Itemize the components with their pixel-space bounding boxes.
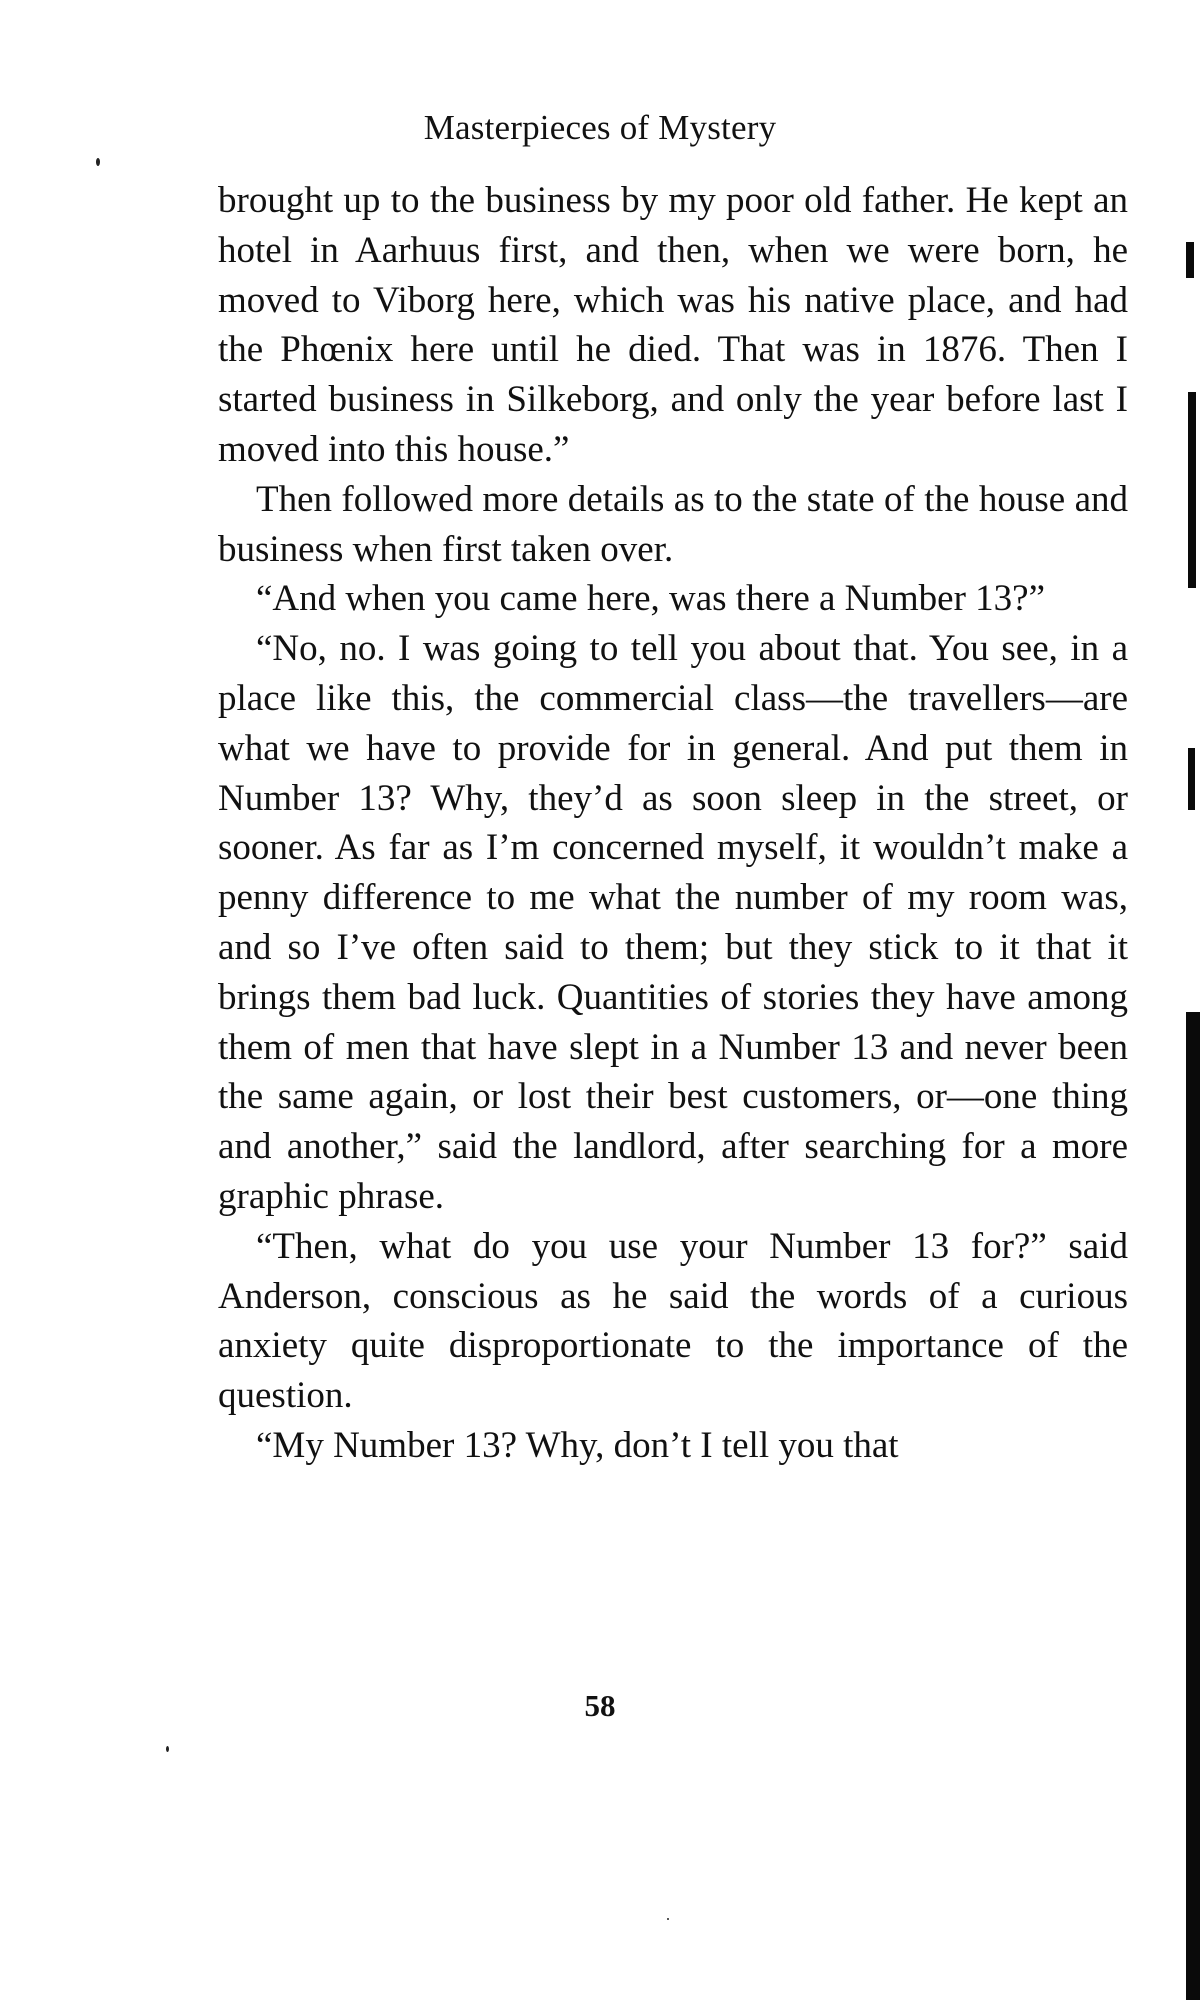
scan-speck	[667, 1918, 669, 1920]
scan-edge-mark	[1188, 392, 1196, 588]
paragraph-5: “Then, what do you use your Number 13 for?” said Anderson, conscious as he said the words of a curious anxiety quite disproportionate to the importance of the question.	[218, 1225, 1128, 1417]
paragraph-2: Then followed more details as to the state of the house and business when first taken over.	[218, 478, 1128, 570]
paragraph-6: “My Number 13? Why, don’t I tell you that	[256, 1424, 899, 1466]
scan-speck	[166, 1746, 169, 1752]
body-text	[218, 176, 1128, 1471]
scan-edge-mark	[1188, 748, 1195, 810]
paragraph-3: “And when you came here, was there a Number 13?”	[256, 578, 1045, 620]
page-number: 58	[584, 1688, 616, 1723]
scan-speck	[96, 158, 100, 166]
scan-edge-mark	[1186, 1012, 1200, 2000]
paragraph-4: “No, no. I was going to tell you about that. You see, in a place like this, the commercial class—the travellers—are what we have to provide for in general. And put them in Number 13? Why, they’d as soon sleep in the street, or sooner. As far as I’m concerned myself, it wouldn’t make a penny difference to me what the number of my room was, and so I’ve often said to them; but they stick to it that it brings them bad luck. Quantities of stories they have among them of men that have slept in a Number 13 and never been the same again, or lost their best customers, or—one thing and another,” said the landlord, after searching for a more graphic phrase.	[218, 628, 1128, 1217]
scan-edge-mark	[1186, 242, 1194, 278]
running-head: Masterpieces of Mystery	[423, 108, 777, 147]
paragraph-1: brought up to the business by my poor old father. He kept an hotel in Aarhuus first, and then, when we were born, he moved to Viborg here, which was his native place, and had the Phœnix here until he died. That was in 1876. Then I started business in Silkeborg, and only the year before last I moved into this house.”	[218, 180, 1128, 470]
